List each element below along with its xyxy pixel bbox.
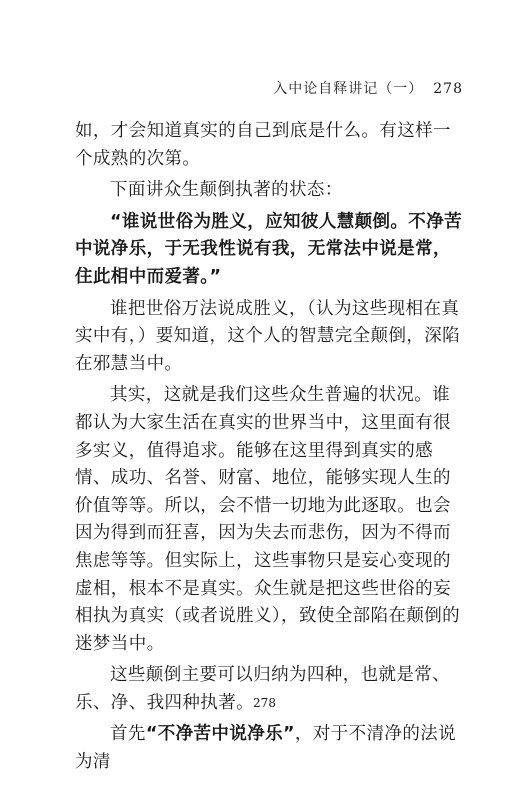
paragraph-7: [75, 721, 465, 776]
paragraph-1: 如，才会知道真实的自己到底是什么。有这样一个成熟的次第。: [75, 121, 451, 169]
verse-quote: “谁说世俗为胜义，应知彼人慧颠倒。不净苦中说净乐，于无我性说有我，无常法中说是常，住此相中而爱著。”: [75, 211, 462, 287]
header-page-number: 278: [433, 81, 463, 97]
running-header: [273, 78, 463, 98]
footer-page-number: 278: [253, 696, 276, 710]
paragraph-5: 其实，这就是我们这些众生普遍的状况。谁都认为大家生活在真实的世界当中，这里面有很多实义，值得追求。能够在这里得到真实的感情、成功、名誉、财富、地位，能够实现人生的价值等等。所以，会不惜一切地为此逐取。也会因为得到而狂喜，因为失去而悲伤，因为不得而焦虑等等。但实际上，这些事物只是妄心变现的虚相，根本不是真实。众生就是把这些世俗的妄相执为真实（或者说胜义），致使全部陷在颠倒的迷梦当中。: [75, 385, 461, 654]
paragraph-7-lead: 首先: [110, 724, 146, 745]
body-text: [75, 118, 465, 781]
running-title: 入中论自释讲记（一）: [273, 81, 424, 97]
paragraph-4: 谁把世俗万法说成胜义，（认为这些现相在真实中有，）要知道，这个人的智慧完全颠倒，深陷在邪慧当中。: [75, 298, 461, 374]
paragraph-2: 下面讲众生颠倒执著的状态：: [110, 180, 343, 201]
paragraph-7-bold-quote: “不净苦中说净乐”: [145, 724, 295, 745]
paragraph-6: 这些颠倒主要可以归纳为四种，也就是常、乐、净、我四种执著。: [75, 665, 451, 713]
paragraph-7-rest: ，对于不清净的法说为清: [75, 724, 457, 773]
